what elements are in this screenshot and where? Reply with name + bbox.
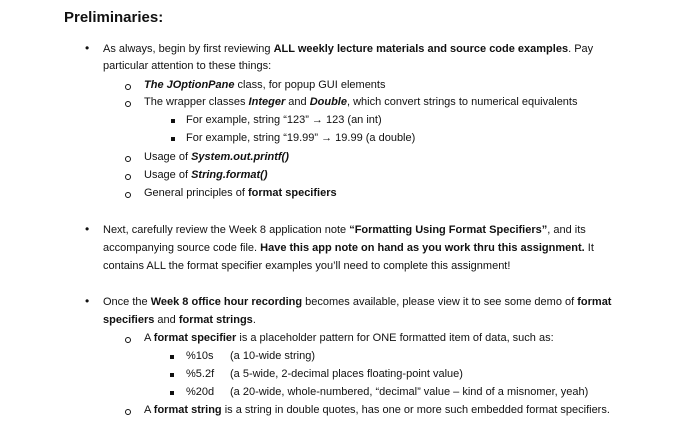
section1-line2: particular attention to these things: <box>103 60 272 72</box>
circle-bullet <box>125 174 131 180</box>
sub-item-string-format: Usage of String.format() <box>144 169 268 181</box>
section3-line1: Once the Week 8 office hour recording becomes available, please view it to see some demo of format <box>103 296 612 308</box>
section2-line1: Next, carefully review the Week 8 application note “Formatting Using Format Specifiers”, and its <box>103 224 586 236</box>
section1-line1: As always, begin by first reviewing ALL weekly lecture materials and source code examples. Pay <box>103 43 594 55</box>
example-double: For example, string “19.99” → 19.99 (a double) <box>186 132 416 144</box>
bullet-dot: • <box>85 41 90 55</box>
circle-bullet <box>125 101 131 107</box>
sub-item-format-specifier-def: A format specifier is a placeholder pattern for ONE formatted item of data, such as: <box>144 332 554 344</box>
spec-example: %20d (a 20-wide, whole-numbered, “decimal” value – kind of a misnomer, yeah) <box>186 386 589 398</box>
circle-bullet <box>125 84 131 90</box>
bullet-dot: • <box>85 294 90 308</box>
circle-bullet <box>125 337 131 343</box>
sub-item-wrapper-classes: The wrapper classes Integer and Double, which convert strings to numerical equivalents <box>144 96 578 108</box>
circle-bullet <box>125 156 131 162</box>
sub-item-printf: Usage of System.out.printf() <box>144 151 289 163</box>
spec-example: %5.2f (a 5-wide, 2-decimal places floating-point value) <box>186 368 463 380</box>
example-int: For example, string “123” → 123 (an int) <box>186 114 382 126</box>
square-bullet <box>170 391 174 395</box>
page-title: Preliminaries: <box>64 9 164 26</box>
sub-item-joptionpane: The JOptionPane class, for popup GUI elements <box>144 79 386 91</box>
square-bullet <box>171 137 175 141</box>
section2-line3: contains ALL the format specifier examples you’ll need to complete this assignment! <box>103 260 511 272</box>
circle-bullet <box>125 409 131 415</box>
spec-example: %10s (a 10-wide string) <box>186 350 315 362</box>
section2-line2: accompanying source code file. Have this app note on hand as you work thru this assignment. It <box>103 242 594 254</box>
circle-bullet <box>125 192 131 198</box>
sub-item-format-string-def: A format string is a string in double quotes, has one or more such embedded format specifiers. <box>144 404 610 416</box>
bullet-dot: • <box>85 222 90 236</box>
square-bullet <box>170 373 174 377</box>
section3-line2: specifiers and format strings. <box>103 314 256 326</box>
square-bullet <box>170 355 174 359</box>
sub-item-format-specifiers: General principles of format specifiers <box>144 187 337 199</box>
square-bullet <box>171 119 175 123</box>
